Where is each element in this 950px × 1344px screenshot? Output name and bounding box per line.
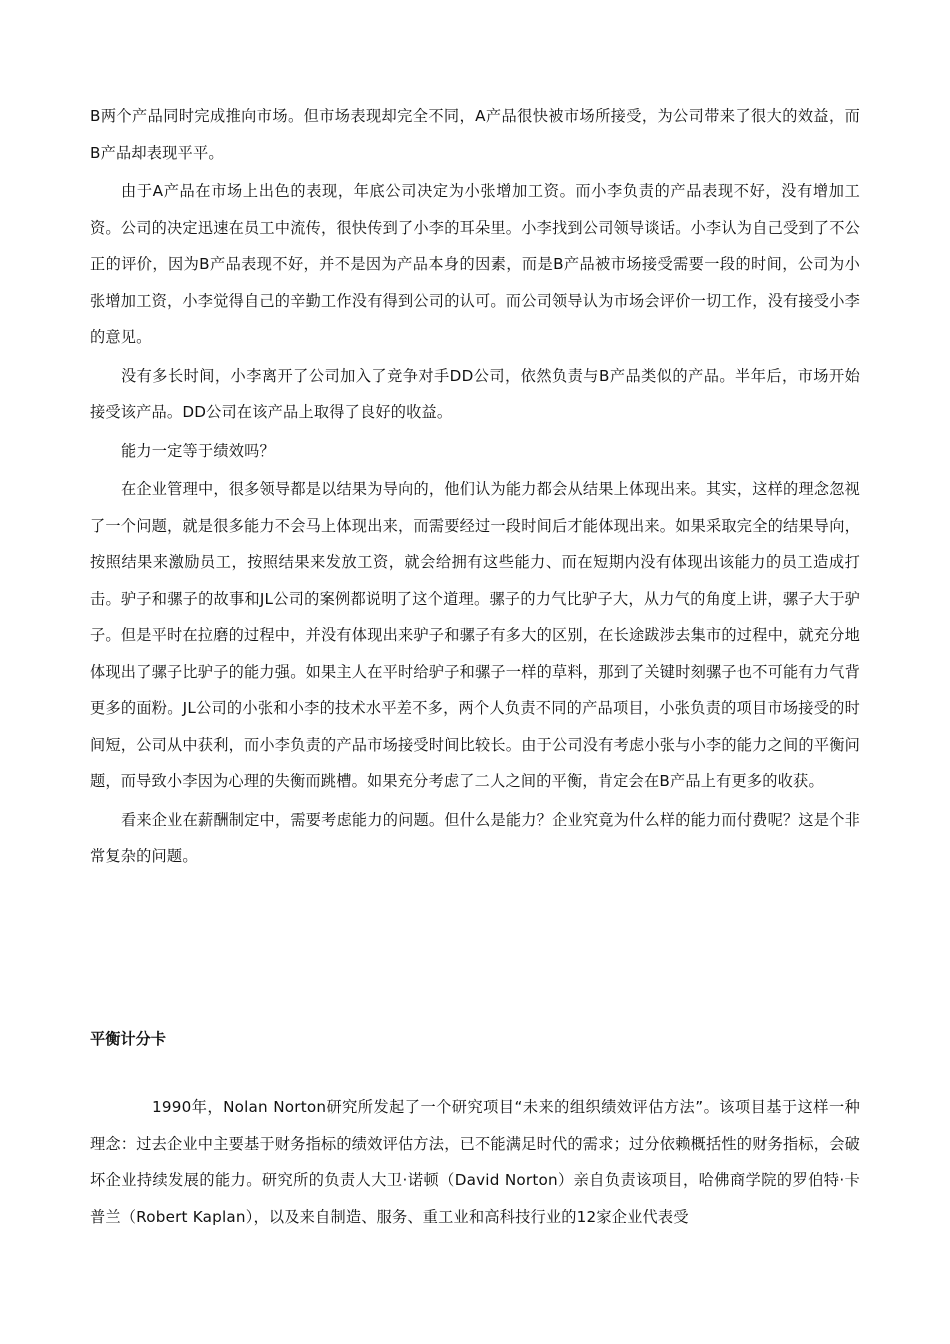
paragraph-2: 由于A产品在市场上出色的表现，年底公司决定为小张增加工资。而小李负责的产品表现不好，没有增加工资。公司的决定迅速在员工中流传，很快传到了小李的耳朵里。小李找到公司领导谈话。小李认为自己受到了不公正的评价，因为B产品表现不好，并不是因为产品本身的因素，而是B产品被市场接受需要一段的时间，公司为小张增加工资，小李觉得自己的辛勤工作没有得到公司的认可。而公司领导认为市场会评价一切工作，没有接受小李的意见。	[90, 182, 860, 346]
section-heading: 平衡计分卡	[90, 1030, 166, 1048]
document-body	[90, 98, 860, 877]
section-paragraph: 1990年，Nolan Norton研究所发起了一个研究项目“未来的组织绩效评估方法”。该项目基于这样一种理念：过去企业中主要基于财务指标的绩效评估方法，已不能满足时代的需求；过分依赖概括性的财务指标，会破坏企业持续发展的能力。研究所的负责人大卫·诺顿（David Norton）亲自负责该项目，哈佛商学院的罗伯特·卡普兰（Robert Kaplan），以及来自制造、服务、重工业和高科技行业的12家企业代表受	[90, 1098, 860, 1226]
paragraph-4: 能力一定等于绩效吗？	[121, 441, 275, 460]
paragraph-1: B两个产品同时完成推向市场。但市场表现却完全不同，A产品很快被市场所接受，为公司带来了很大的效益，而B产品却表现平平。	[90, 107, 860, 162]
paragraph-6: 看来企业在薪酬制定中，需要考虑能力的问题。但什么是能力？企业究竟为什么样的能力而付费呢？这是个非常复杂的问题。	[90, 810, 860, 865]
paragraph-3: 没有多长时间，小李离开了公司加入了竞争对手DD公司，依然负责与B产品类似的产品。半年后，市场开始接受该产品。DD公司在该产品上取得了良好的收益。	[90, 366, 860, 421]
section-body	[90, 1089, 860, 1237]
paragraph-5: 在企业管理中，很多领导都是以结果为导向的，他们认为能力都会从结果上体现出来。其实，这样的理念忽视了一个问题，就是很多能力不会马上体现出来，而需要经过一段时间后才能体现出来。如果采取完全的结果导向，按照结果来激励员工，按照结果来发放工资，就会给拥有这些能力、而在短期内没有体现出该能力的员工造成打击。驴子和骡子的故事和JL公司的案例都说明了这个道理。骡子的力气比驴子大，从力气的角度上讲，骡子大于驴子。但是平时在拉磨的过程中，并没有体现出来驴子和骡子有多大的区别，在长途跋涉去集市的过程中，就充分地体现出了骡子比驴子的能力强。如果主人在平时给驴子和骡子一样的草料，那到了关键时刻骡子也不可能有力气背更多的面粉。JL公司的小张和小李的技术水平差不多，两个人负责不同的产品项目，小张负责的项目市场接受的时间短，公司从中获利，而小李负责的产品市场接受时间比较长。由于公司没有考虑小张与小李的能力之间的平衡问题，而导致小李因为心理的失衡而跳槽。如果充分考虑了二人之间的平衡，肯定会在B产品上有更多的收获。	[90, 480, 860, 790]
